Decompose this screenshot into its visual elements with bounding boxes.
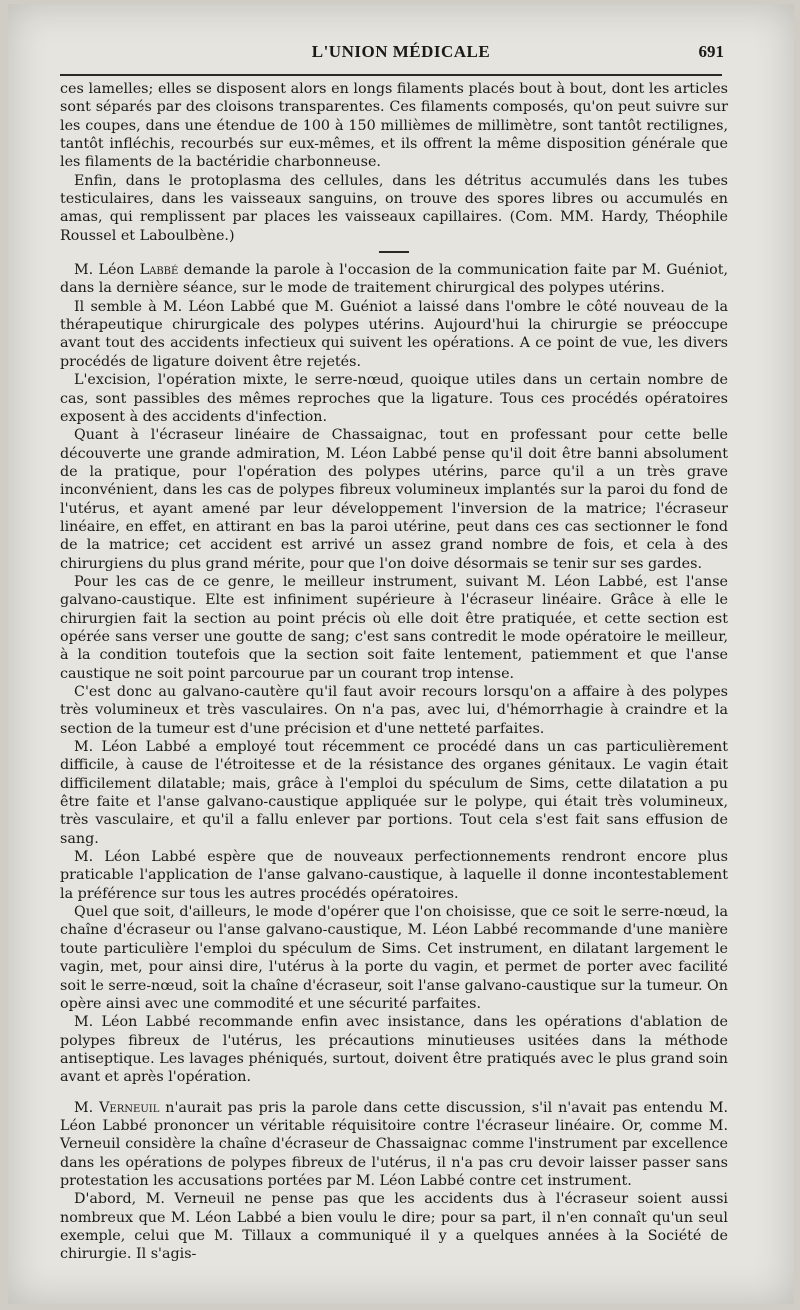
speaker-prefix: M. Léon — [74, 262, 135, 279]
paragraph-text: n'aurait pas pris la parole dans cette discussion, s'il n'avait pas entendu M. Léon Labbé prononcer un véritable réquisitoire contre l'écraseur linéaire. Or, comme M. Verneuil considère la chaîne d'écraseur de Chassaignac comme l'instrument par excellence dans les opérations de polypes fibreux de l'utérus, il n'a pas cru devoir laisser passer sans protestation les accusations portées par M. Léon Labbé contre cet instrument. — [60, 1099, 729, 1189]
paragraph: Enfin, dans le protoplasma des cellules, dans les détritus accumulés dans les tubes testiculaires, dans les vaisseaux sanguins, on trouve des spores libres ou accumulés en amas, qui remplissent par places les vaisseaux capillaires. (Com. MM. Hardy, Théophile Roussel et Laboulbène.) — [60, 172, 728, 244]
paragraph: M. Léon Labbé espère que de nouveaux perfectionnements rendront encore plus praticable l'application de l'anse galvano-caustique, à laquelle il donne incontestablement la préférence sur tous les autres procédés opératoires. — [60, 849, 728, 902]
header-rule — [60, 74, 722, 76]
speaker-name: Labbé — [139, 262, 179, 279]
page-header — [8, 42, 794, 70]
paragraph: D'abord, M. Verneuil ne pense pas que les accidents dus à l'écraseur soient aussi nombreux que M. Léon Labbé a bien voulu le dire; pour sa part, il n'en connaît qu'un seul exemple, celui que M. Tillaux a communiqué il y a quelques années à la Société de chirurgie. Il s'agis- — [60, 1191, 728, 1263]
section-gap — [60, 1087, 728, 1099]
paragraph: Quant à l'écraseur linéaire de Chassaignac, tout en professant pour cette belle découverte une grande admiration, M. Léon Labbé pense qu'il doit être banni absolument de la pratique, pour l'opération des polypes utérins, parce qu'il a un très grave inconvénient, dans les cas de polypes fibreux volumineux implantés sur la paroi du fond de l'utérus, et ayant amené par leur développement l'inversion de la matrice; l'écraseur linéaire, en effet, en attirant en bas la paroi utérine, peut dans ces cas sectionner le fond de la matrice; cet accident est arrivé un assez grand nombre de fois, et cela à des chirurgiens du plus grand mérite, pour que l'on doive désormais se tenir sur ses gardes. — [60, 427, 728, 572]
paragraph: Il semble à M. Léon Labbé que M. Guéniot a laissé dans l'ombre le côté nouveau de la thérapeutique chirurgicale des polypes utérins. Aujourd'hui la chirurgie se préoccupe avant tout des accidents infectieux qui suivent les opérations. A ce point de vue, les divers procédés de ligature doivent être rejetés. — [60, 298, 728, 370]
journal-page — [8, 4, 794, 1304]
paragraph-verneuil-intro — [60, 1099, 728, 1191]
page-number: 691 — [698, 42, 724, 61]
speaker-prefix: M. — [74, 1099, 94, 1116]
paragraph: Pour les cas de ce genre, le meilleur instrument, suivant M. Léon Labbé, est l'anse galvano-caustique. Elte est infiniment supérieure à l'écraseur linéaire. Grâce à elle le chirurgien fait la section au point précis où elle doit être pratiquée, et cette section est opérée sans verser une goutte de sang; c'est sans contredit le mode opératoire le meilleur, à la condition toutefois que la section soit faite lentement, patiemment et que l'anse caustique ne soit point parcourue par un courant trop intense. — [60, 573, 728, 682]
paragraph-continued: ces lamelles; elles se disposent alors en longs filaments placés bout à bout, dont les articles sont séparés par des cloisons transparentes. Ces filaments composés, qu'on peut suivre sur les coupes, dans une étendue de 100 à 150 millièmes de millimètre, sont tantôt rectilignes, tantôt infléchis, recourbés sur eux-mêmes, et ils offrent la même disposition générale que les filaments de la bactéridie charbonneuse. — [60, 81, 728, 171]
section-separator — [379, 251, 409, 253]
speaker-name: Verneuil — [99, 1099, 160, 1116]
paragraph-text: demande la parole à l'occasion de la communication faite par M. Guéniot, dans la dernière séance, sur le mode de traitement chirurgical des polypes utérins. — [60, 262, 729, 297]
paragraph: L'excision, l'opération mixte, le serre-nœud, quoique utiles dans un certain nombre de cas, sont passibles des mêmes reproches que la ligature. Tous ces procédés opératoires exposent à des accidents d'infection. — [60, 372, 728, 425]
paragraph: M. Léon Labbé recommande enfin avec insistance, dans les opérations d'ablation de polypes fibreux de l'utérus, les précautions minutieuses usitées dans la méthode antiseptique. Les lavages phéniqués, surtout, doivent être pratiqués avec le plus grand soin avant et après l'opération. — [60, 1014, 728, 1086]
running-title: L'UNION MÉDICALE — [311, 42, 491, 61]
paragraph: C'est donc au galvano-cautère qu'il faut avoir recours lorsqu'on a affaire à des polypes très volumineux et très vasculaires. On n'a pas, avec lui, d'hémorrhagie à craindre et la section de la tumeur est d'une précision et d'une netteté parfaites. — [60, 684, 728, 737]
article-body — [60, 80, 728, 1264]
paragraph: Quel que soit, d'ailleurs, le mode d'opérer que l'on choisisse, que ce soit le serre-nœud, la chaîne d'écraseur ou l'anse galvano-caustique, M. Léon Labbé recommande d'une manière toute particulière l'emploi du spéculum de Sims. Cet instrument, en dilatant largement le vagin, met, pour ainsi dire, l'utérus à la porte du vagin, et permet de porter avec facilité soit le serre-nœud, soit la chaîne d'écraseur, soit l'anse galvano-caustique sur la tumeur. On opère ainsi avec une commodité et une sécurité parfaites. — [60, 904, 728, 1012]
paragraph: M. Léon Labbé a employé tout récemment ce procédé dans un cas particulièrement difficile, à cause de l'étroitesse et de la résistance des organes génitaux. Le vagin était difficilement dilatable; mais, grâce à l'emploi du spéculum de Sims, cette dilatation a pu être faite et l'anse galvano-caustique appliquée sur le polype, qui était très volumineux, très vasculaire, et qu'il a fallu enlever par portions. Tout cela s'est fait sans effusion de sang. — [60, 739, 728, 847]
paragraph-labbe-intro — [60, 261, 728, 298]
